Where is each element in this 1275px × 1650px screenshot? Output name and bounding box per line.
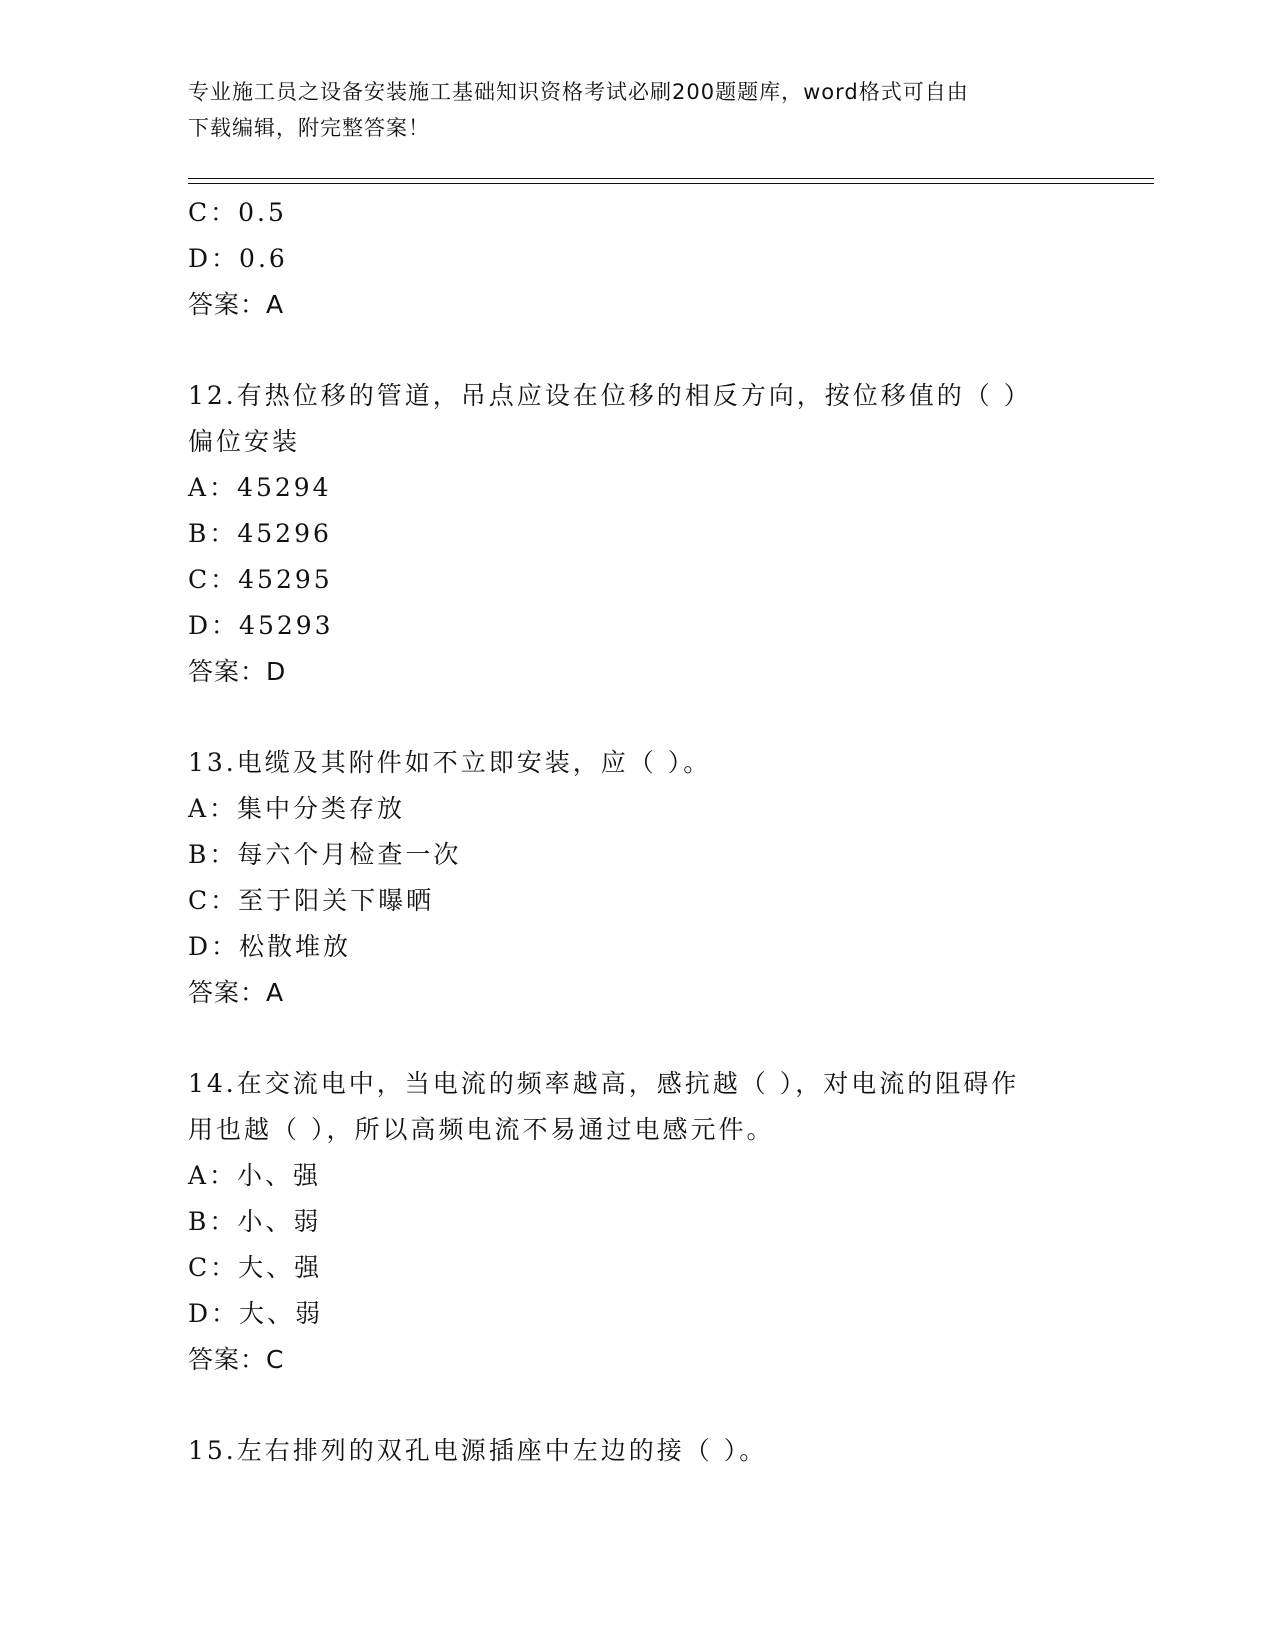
- option-c: C：0.5: [188, 198, 287, 227]
- question-11-tail: [188, 190, 1068, 328]
- header-divider-top: [188, 178, 1154, 179]
- option-c: C：至于阳关下曝晒: [188, 886, 435, 915]
- option-d: D：45293: [188, 611, 334, 640]
- option-c: C：大、强: [188, 1253, 323, 1282]
- header-line-1: 专业施工员之设备安装施工基础知识资格考试必刷200题题库，word格式可自由: [188, 80, 969, 104]
- document-body: [188, 190, 1068, 1474]
- option-a: A：45294: [188, 473, 332, 502]
- answer-line: 答案：D: [188, 657, 287, 686]
- question-13: [188, 740, 1068, 1016]
- document-header: [188, 74, 1068, 146]
- option-b: B：45296: [188, 519, 332, 548]
- question-text-line: 用也越（ ），所以高频电流不易通过电感元件。: [188, 1115, 775, 1144]
- option-d: D：大、弱: [188, 1299, 324, 1328]
- answer-line: 答案：A: [188, 978, 285, 1007]
- answer-line: 答案：C: [188, 1345, 285, 1374]
- question-text-line: 偏位安装: [188, 427, 301, 456]
- option-a: A：小、强: [188, 1161, 322, 1190]
- question-14: [188, 1061, 1068, 1383]
- question-text-line: 15.左右排列的双孔电源插座中左边的接（ ）。: [188, 1436, 768, 1465]
- question-15: [188, 1428, 1068, 1474]
- option-d: D：0.6: [188, 244, 288, 273]
- option-c: C：45295: [188, 565, 333, 594]
- header-divider-bottom: [188, 183, 1154, 184]
- option-a: A：集中分类存放: [188, 794, 406, 823]
- question-text-line: 14.在交流电中，当电流的频率越高，感抗越（ ），对电流的阻碍作: [188, 1069, 1020, 1098]
- answer-line: 答案：A: [188, 290, 285, 319]
- option-b: B：每六个月检查一次: [188, 840, 462, 869]
- question-12: [188, 373, 1068, 695]
- option-d: D：松散堆放: [188, 932, 352, 961]
- option-b: B：小、弱: [188, 1207, 322, 1236]
- question-text-line: 12.有热位移的管道，吊点应设在位移的相反方向，按位移值的（ ）: [188, 381, 1032, 410]
- question-text-line: 13.电缆及其附件如不立即安装，应（ ）。: [188, 748, 712, 777]
- header-line-2: 下载编辑，附完整答案！: [188, 116, 430, 140]
